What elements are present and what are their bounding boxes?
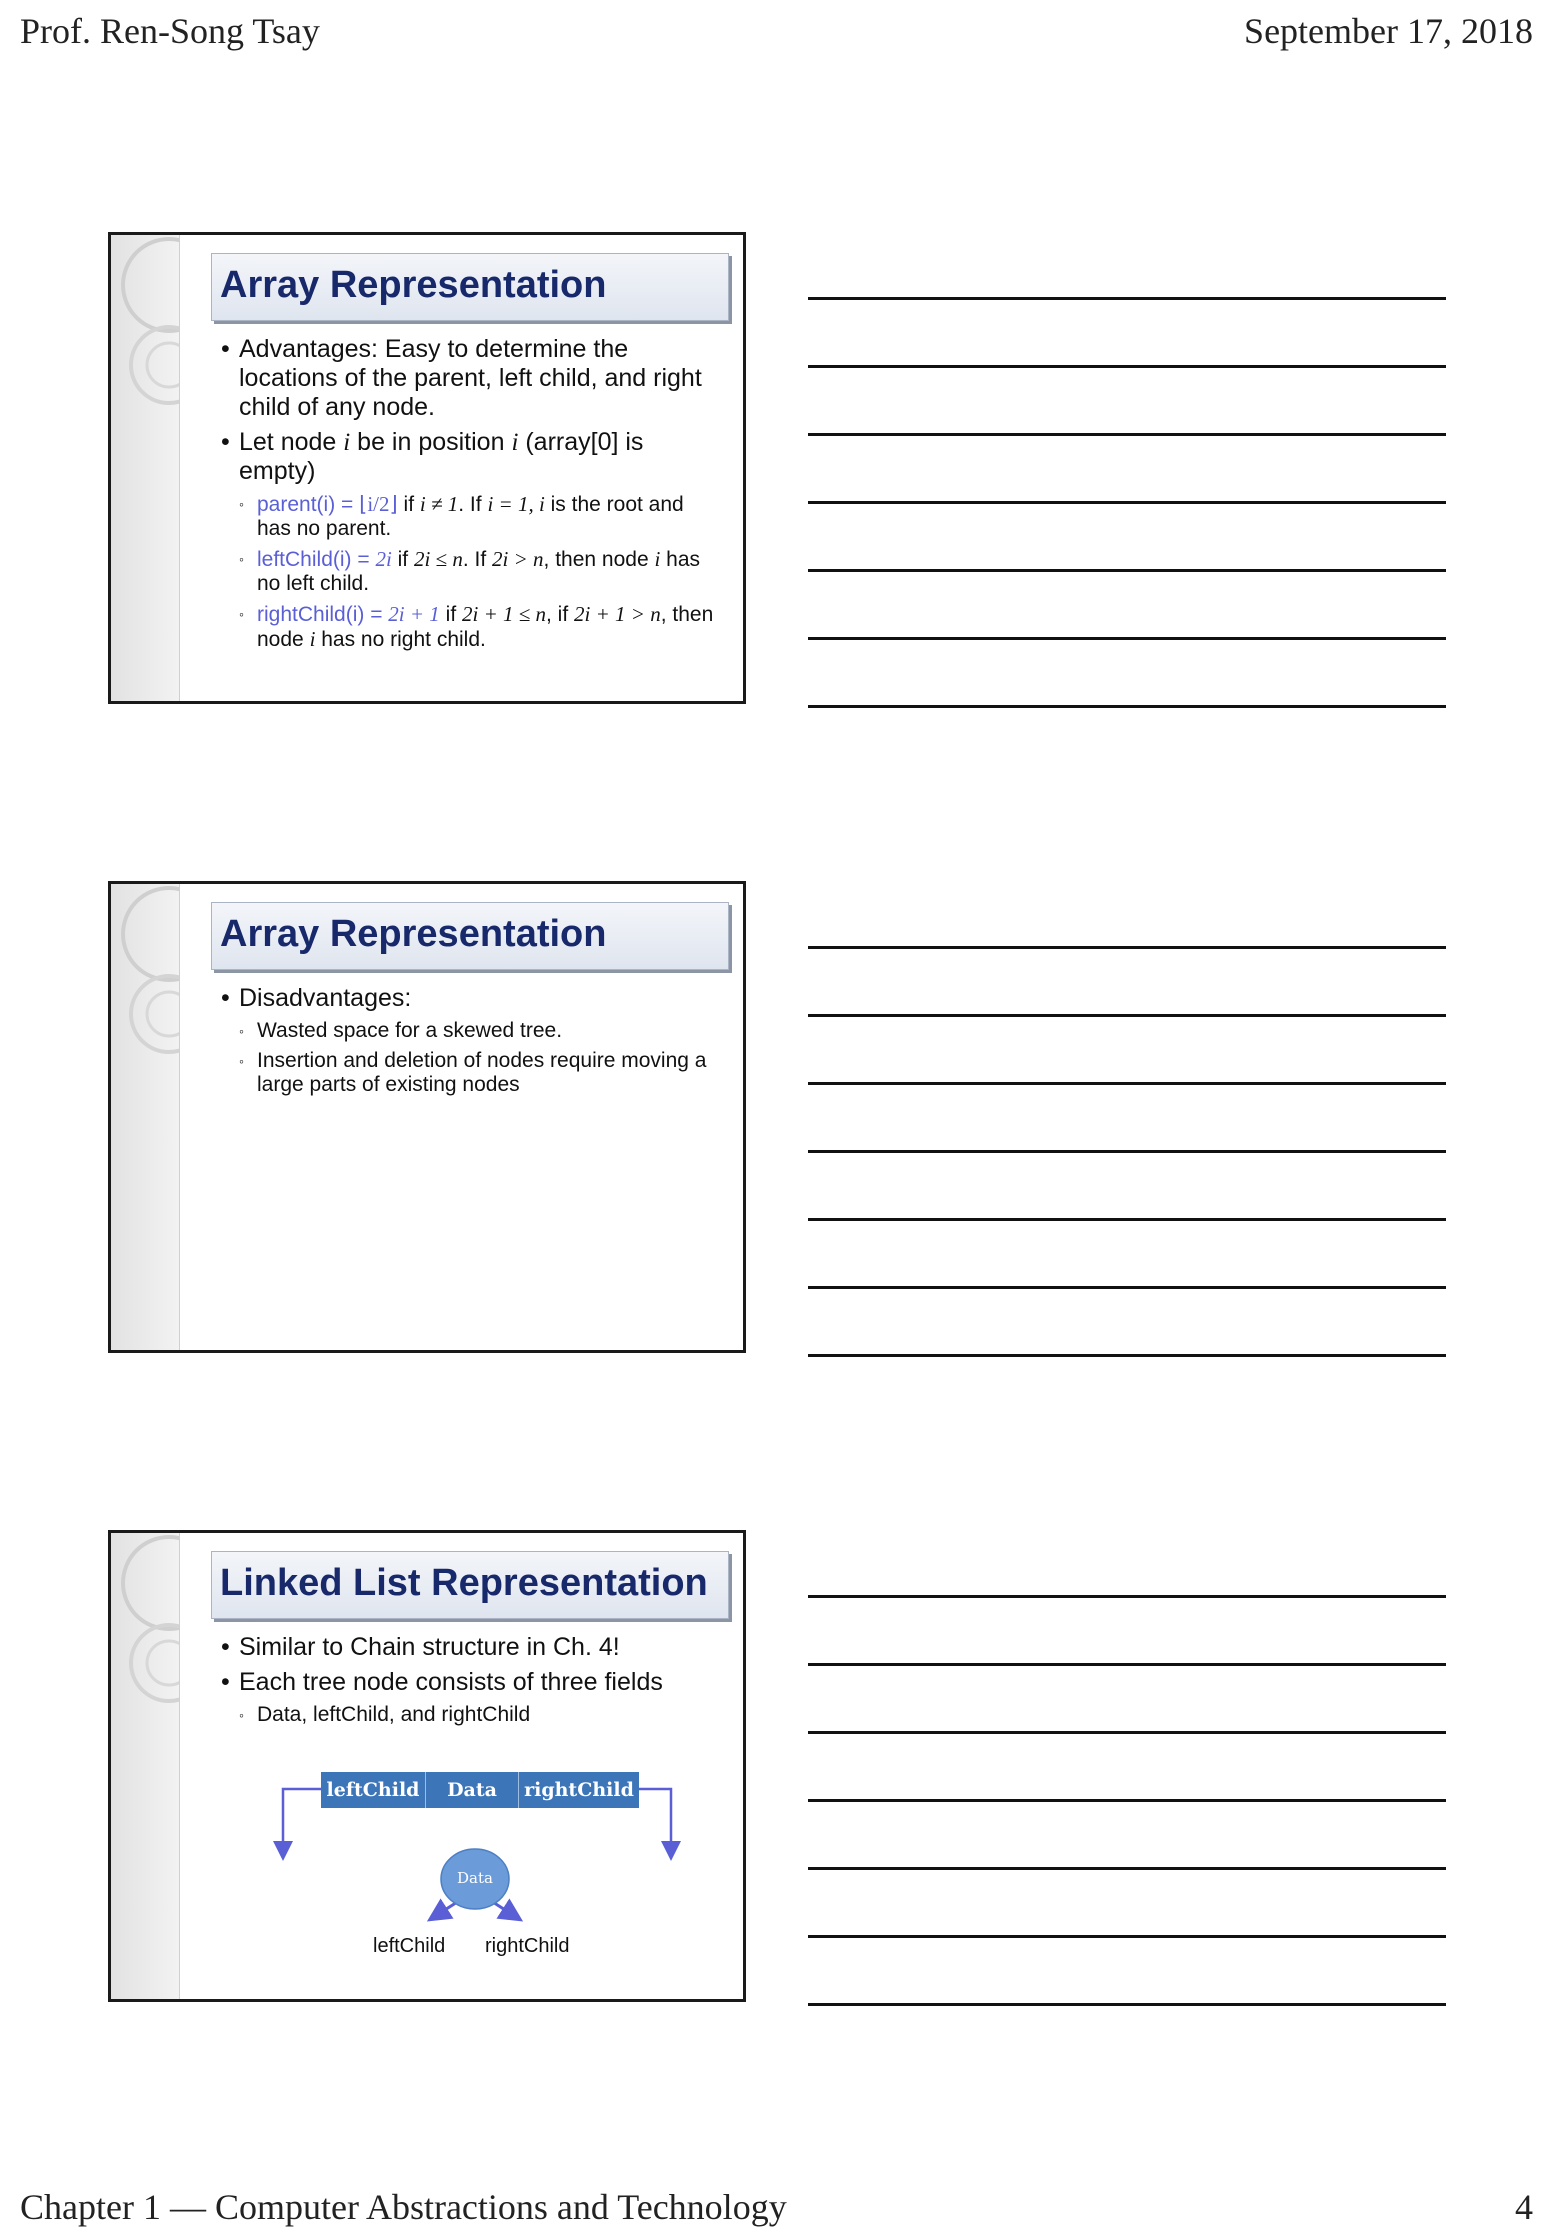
note-line	[808, 1150, 1446, 1153]
note-line	[808, 1595, 1446, 1598]
note-line	[808, 297, 1446, 300]
note-line	[808, 1218, 1446, 1221]
sub-bullet-parent: ◦ parent(i) = ⌊i/2⌋ if i ≠ 1. If i = 1, i is the root and has no parent.	[237, 492, 719, 541]
header-author: Prof. Ren-Song Tsay	[20, 11, 320, 51]
slide-content	[219, 335, 719, 658]
node-arrows	[111, 1533, 746, 2002]
note-line	[808, 1935, 1446, 1938]
slide-title: Array Representation	[220, 264, 607, 306]
left-pointer-arrow	[283, 1789, 323, 1851]
note-line	[808, 1354, 1446, 1357]
sub-bullet-wasted-space: ◦ Wasted space for a skewed tree.	[237, 1019, 719, 1043]
note-line	[808, 1663, 1446, 1666]
right-child-label: rightChild	[485, 1935, 570, 1957]
slide-3	[108, 1530, 746, 2002]
note-line	[808, 705, 1446, 708]
note-line	[808, 501, 1446, 504]
slide-side-strip	[111, 884, 180, 1350]
note-line	[808, 1799, 1446, 1802]
slide-1	[108, 232, 746, 704]
slide-title-box	[211, 902, 729, 970]
sub-bullet-fields: ◦ Data, leftChild, and rightChild	[237, 1703, 719, 1727]
field-right-child: rightChild	[519, 1772, 639, 1808]
note-line	[808, 569, 1446, 572]
decorative-swirl-icon	[111, 235, 179, 435]
bullet-disadvantages: • Disadvantages:	[219, 984, 719, 1013]
note-line	[808, 637, 1446, 640]
slide-2	[108, 881, 746, 1353]
footer-page-number: 4	[1515, 2187, 1533, 2227]
note-line	[808, 2003, 1446, 2006]
bullet-position: • Let node i be in position i (array[0] is empty)	[219, 428, 719, 486]
note-line	[808, 946, 1446, 949]
right-pointer-arrow	[639, 1789, 671, 1851]
note-line	[808, 1731, 1446, 1734]
field-left-child: leftChild	[321, 1772, 426, 1808]
sub-bullet-insertion-deletion: ◦ Insertion and deletion of nodes require moving a large parts of existing nodes	[237, 1049, 719, 1097]
field-data: Data	[426, 1772, 519, 1808]
sub-bullet-left-child: ◦ leftChild(i) = 2i if 2i ≤ n. If 2i > n, then node i has no left child.	[237, 547, 719, 596]
bullet-three-fields: • Each tree node consists of three fields	[219, 1668, 719, 1697]
node-structure	[321, 1772, 639, 1808]
note-line	[808, 1082, 1446, 1085]
footer-chapter: Chapter 1 — Computer Abstractions and Technology	[20, 2187, 787, 2227]
note-line	[808, 1014, 1446, 1017]
slide-title: Linked List Representation	[220, 1562, 708, 1604]
slide-side-strip	[111, 235, 180, 701]
bullet-advantages: • Advantages: Easy to determine the locations of the parent, left child, and right child of any node.	[219, 335, 719, 422]
decorative-swirl-icon	[111, 884, 179, 1084]
note-line	[808, 1867, 1446, 1870]
bullet-chain-structure: • Similar to Chain structure in Ch. 4!	[219, 1633, 719, 1662]
sub-bullet-right-child: ◦ rightChild(i) = 2i + 1 if 2i + 1 ≤ n, if 2i + 1 > n, then node i has no right child.	[237, 602, 719, 652]
left-child-label: leftChild	[373, 1935, 446, 1957]
note-line	[808, 1286, 1446, 1289]
slide-title: Array Representation	[220, 913, 607, 955]
header-date: September 17, 2018	[1244, 11, 1533, 51]
note-line	[808, 365, 1446, 368]
slide-content	[219, 984, 719, 1103]
note-line	[808, 433, 1446, 436]
slide-title-box	[211, 253, 729, 321]
data-circle-label: Data	[457, 1869, 493, 1887]
